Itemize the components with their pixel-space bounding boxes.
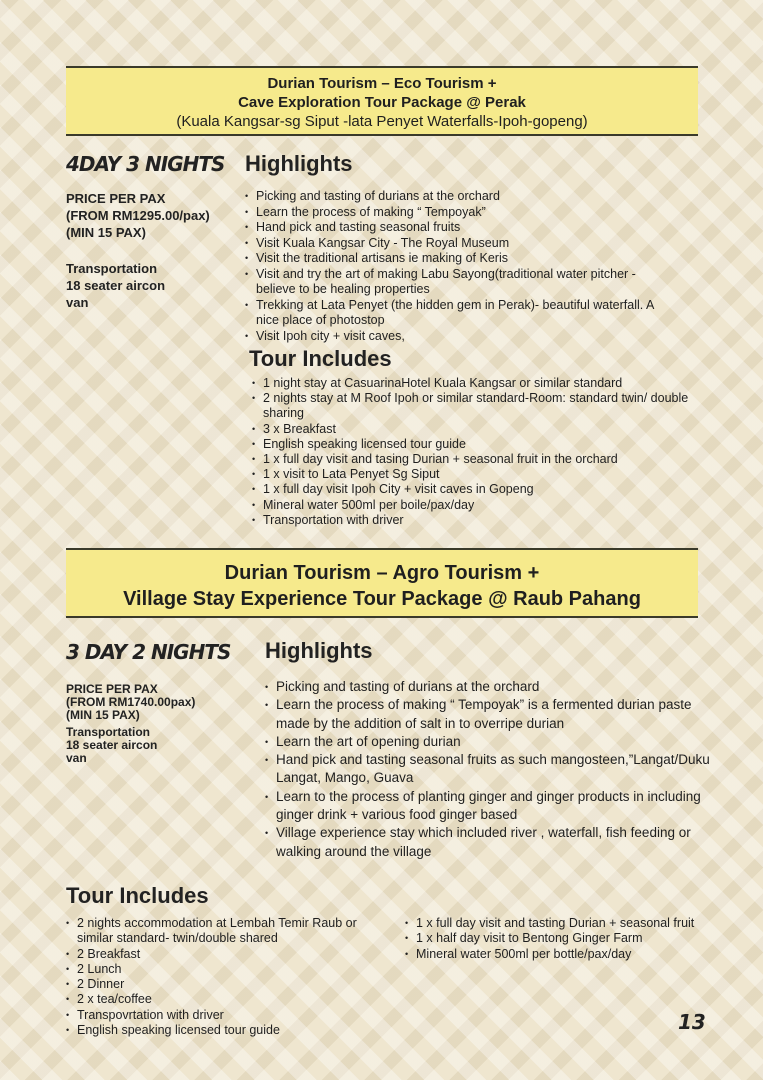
page-number: 13 [678,1010,706,1034]
section2-transport-line-2: 18 seater aircon [66,738,158,752]
list-item: • Trekking at Lata Penyet (the hidden gem in Perak)- beautiful waterfall. A nice place of photostop [245,298,660,329]
list-item: • Village experience stay which included river , waterfall, fish feeding or walking around the village [265,824,710,861]
list-item: • 2 Lunch [66,962,386,977]
list-item: • Picking and tasting of durians at the orchard [245,189,660,205]
section2-banner [66,548,698,618]
list-item: • Learn to the process of planting ginger and ginger products in including ginger drink + various food ginger based [265,788,710,825]
section1-subtitle: (Kuala Kangsar-sg Siput -lata Penyet Waterfalls-Ipoh-gopeng) [176,113,588,130]
section1-transport-line-2: 18 seater aircon [66,278,166,293]
section2-highlights-list [265,678,710,861]
list-item: • 1 x full day visit and tasting Durian + seasonal fruit [405,916,705,931]
list-item: • Learn the art of opening durian [265,733,710,751]
section2-transport-line-1: Transportation [66,725,151,739]
list-item: • Visit Ipoh city + visit caves, [245,329,660,345]
list-item: • Hand pick and tasting seasonal fruits [245,220,660,236]
list-item: • Visit and try the art of making Labu Sayong(traditional water pitcher - believe to be healing properties [245,267,660,298]
list-item: • 2 Dinner [66,977,386,992]
list-item: • Hand pick and tasting seasonal fruits as such mangosteen,”Langat/Duku Langat, Mango, Guava [265,751,710,788]
list-item: • Picking and tasting of durians at the orchard [265,678,710,696]
section2-includes-title: Tour Includes [66,883,209,908]
list-item: • Transpovrtation with driver [66,1008,386,1023]
section1-price [66,190,210,241]
section1-highlights-list [245,189,660,344]
list-item: • 1 x half day visit to Bentong Ginger Farm [405,931,705,946]
section2-duration: 3 DAY 2 NIGHTS [66,640,231,664]
section2-price [66,683,195,722]
list-item: • Transportation with driver [252,513,712,528]
list-item: • 2 x tea/coffee [66,992,386,1007]
section1-title-line-2: Cave Exploration Tour Package @ Perak [238,94,526,111]
list-item: • Visit the traditional artisans ie making of Keris [245,251,660,267]
section2-title-line-1: Durian Tourism – Agro Tourism + [224,562,540,584]
list-item: • 2 nights accommodation at Lembah Temir Raub or similar standard- twin/double shared [66,916,386,947]
section1-title-line-1: Durian Tourism – Eco Tourism + [267,75,497,92]
section2-price-line-2: (FROM RM1740.00pax) [66,695,196,709]
list-item: • Visit Kuala Kangsar City - The Royal Museum [245,236,660,252]
section1-price-line-1: PRICE PER PAX [66,191,166,206]
section1-transport [66,260,165,311]
section2-transport-line-3: van [66,751,87,765]
section1-price-line-2: (FROM RM1295.00/pax) [66,208,210,223]
list-item: • Mineral water 500ml per bottle/pax/day [405,947,705,962]
section2-price-line-1: PRICE PER PAX [66,682,158,696]
section1-banner [66,66,698,136]
list-item: • Learn the process of making “ Tempoyak” is a fermented durian paste made by the addition of salt in to overripe durian [265,696,710,733]
section2-highlights-title: Highlights [265,638,373,663]
list-item: • 1 x full day visit Ipoh City + visit caves in Gopeng [252,482,712,497]
list-item: • 1 x full day visit and tasing Durian + seasonal fruit in the orchard [252,452,712,467]
section1-includes-list [252,376,712,528]
section1-transport-line-3: van [66,295,89,310]
section1-price-line-3: (MIN 15 PAX) [66,225,146,240]
list-item: • Mineral water 500ml per boile/pax/day [252,498,712,513]
list-item: • 1 x visit to Lata Penyet Sg Siput [252,467,712,482]
section2-includes-right-list [405,916,705,962]
list-item: • 2 Breakfast [66,947,386,962]
list-item: • 2 nights stay at M Roof Ipoh or similar standard-Room: standard twin/ double sharing [252,391,712,421]
list-item: • 1 night stay at CasuarinaHotel Kuala Kangsar or similar standard [252,376,712,391]
section1-transport-line-1: Transportation [66,261,158,276]
section2-title-line-2: Village Stay Experience Tour Package @ Raub Pahang [123,588,641,610]
list-item: • English speaking licensed tour guide [66,1023,386,1038]
section2-transport [66,726,157,765]
section1-includes-title: Tour Includes [249,346,392,371]
section1-highlights-title: Highlights [245,151,353,176]
section2-includes-left-list [66,916,386,1038]
list-item: • English speaking licensed tour guide [252,437,712,452]
list-item: • 3 x Breakfast [252,422,712,437]
section2-price-line-3: (MIN 15 PAX) [66,708,140,722]
section1-duration: 4DAY 3 NIGHTS [66,152,225,176]
list-item: • Learn the process of making “ Tempoyak” [245,205,660,221]
